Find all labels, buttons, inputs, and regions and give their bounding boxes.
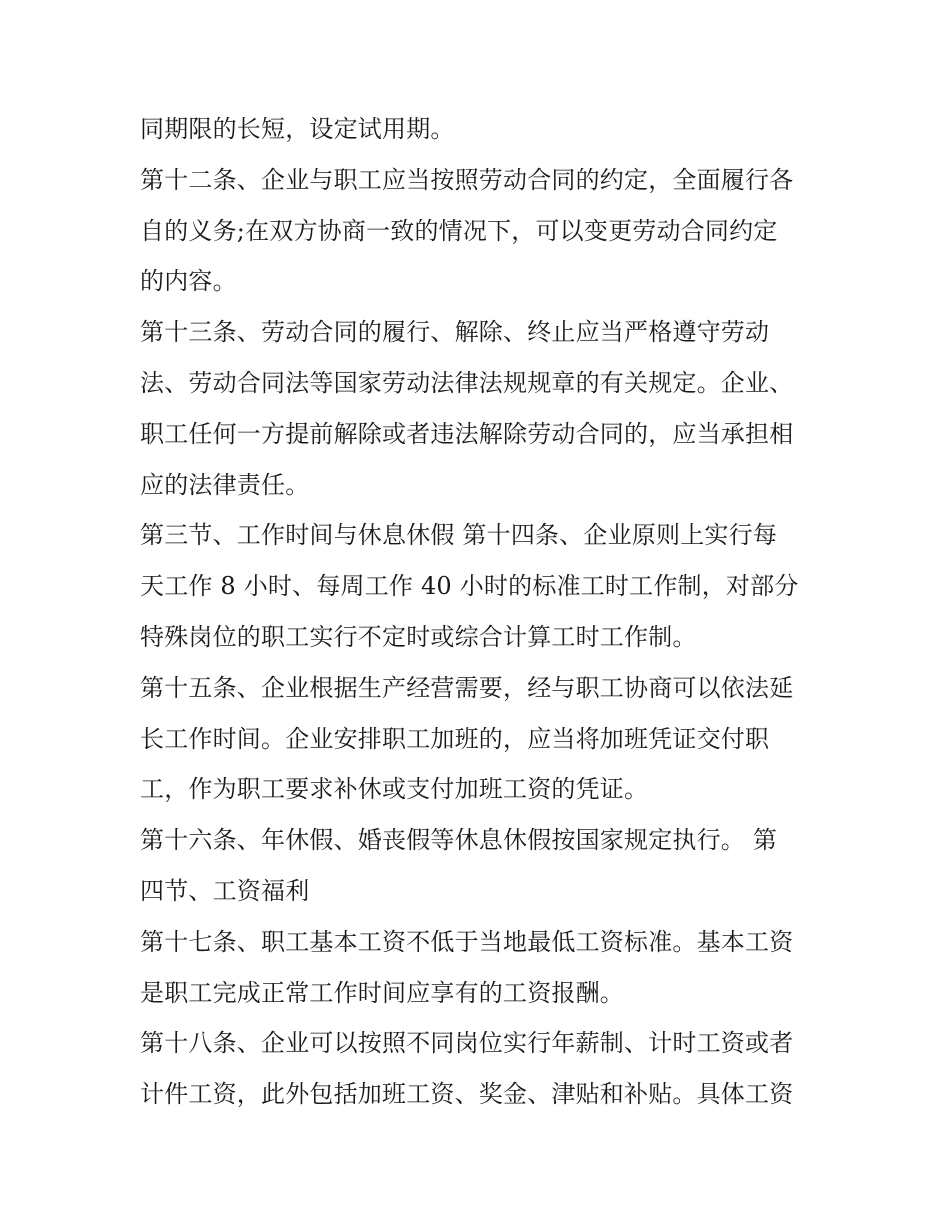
paragraph-probation-tail	[140, 104, 820, 155]
text-line: 是职工完成正常工作时间应享有的工资报酬。	[140, 978, 624, 1007]
text-line: 天工作 8 小时、每周工作 40 小时的标准工时工作制，对部分	[140, 572, 799, 601]
paragraph-article-12	[140, 155, 820, 307]
text-line: 长工作时间。企业安排职工加班的，应当将加班凭证交付职	[140, 724, 770, 753]
text-line: 计件工资，此外包括加班工资、奖金、津贴和补贴。具体工资	[140, 1080, 794, 1109]
paragraph-article-16-section-4	[140, 815, 820, 917]
text-line: 第十三条、劳动合同的履行、解除、终止应当严格遵守劳动	[140, 318, 770, 347]
paragraph-article-18	[140, 1018, 820, 1120]
text-line: 第十七条、职工基本工资不低于当地最低工资标准。基本工资	[140, 927, 794, 956]
text-line: 同期限的长短，设定试用期。	[140, 115, 455, 143]
text-line: 第十五条、企业根据生产经营需要，经与职工协商可以依法延	[140, 673, 794, 702]
text-line: 工，作为职工要求补休或支付加班工资的凭证。	[140, 775, 649, 804]
text-line: 第三节、工作时间与休息休假 第十四条、企业原则上实行每	[140, 521, 778, 550]
text-line: 的内容。	[140, 267, 237, 296]
text-line: 职工任何一方提前解除或者违法解除劳动合同的，应当承担相	[140, 419, 794, 448]
text-line: 第十六条、年休假、婚丧假等休息休假按国家规定执行。 第	[140, 826, 778, 855]
text-line: 法、劳动合同法等国家劳动法律法规规章的有关规定。企业、	[140, 368, 794, 397]
paragraph-article-17	[140, 917, 820, 1019]
text-line: 第十二条、企业与职工应当按照劳动合同的约定，全面履行各	[140, 165, 794, 194]
paragraph-article-13	[140, 307, 820, 510]
text-line: 自的义务;在双方协商一致的情况下，可以变更劳动合同约定	[140, 216, 778, 245]
text-line: 四节、工资福利	[140, 876, 310, 905]
text-line: 第十八条、企业可以按照不同岗位实行年薪制、计时工资或者	[140, 1029, 794, 1058]
paragraph-section-3-article-14	[140, 510, 820, 662]
document-body	[140, 104, 820, 1120]
paragraph-article-15	[140, 663, 820, 815]
text-line: 应的法律责任。	[140, 470, 310, 499]
text-line: 特殊岗位的职工实行不定时或综合计算工时工作制。	[140, 622, 697, 651]
